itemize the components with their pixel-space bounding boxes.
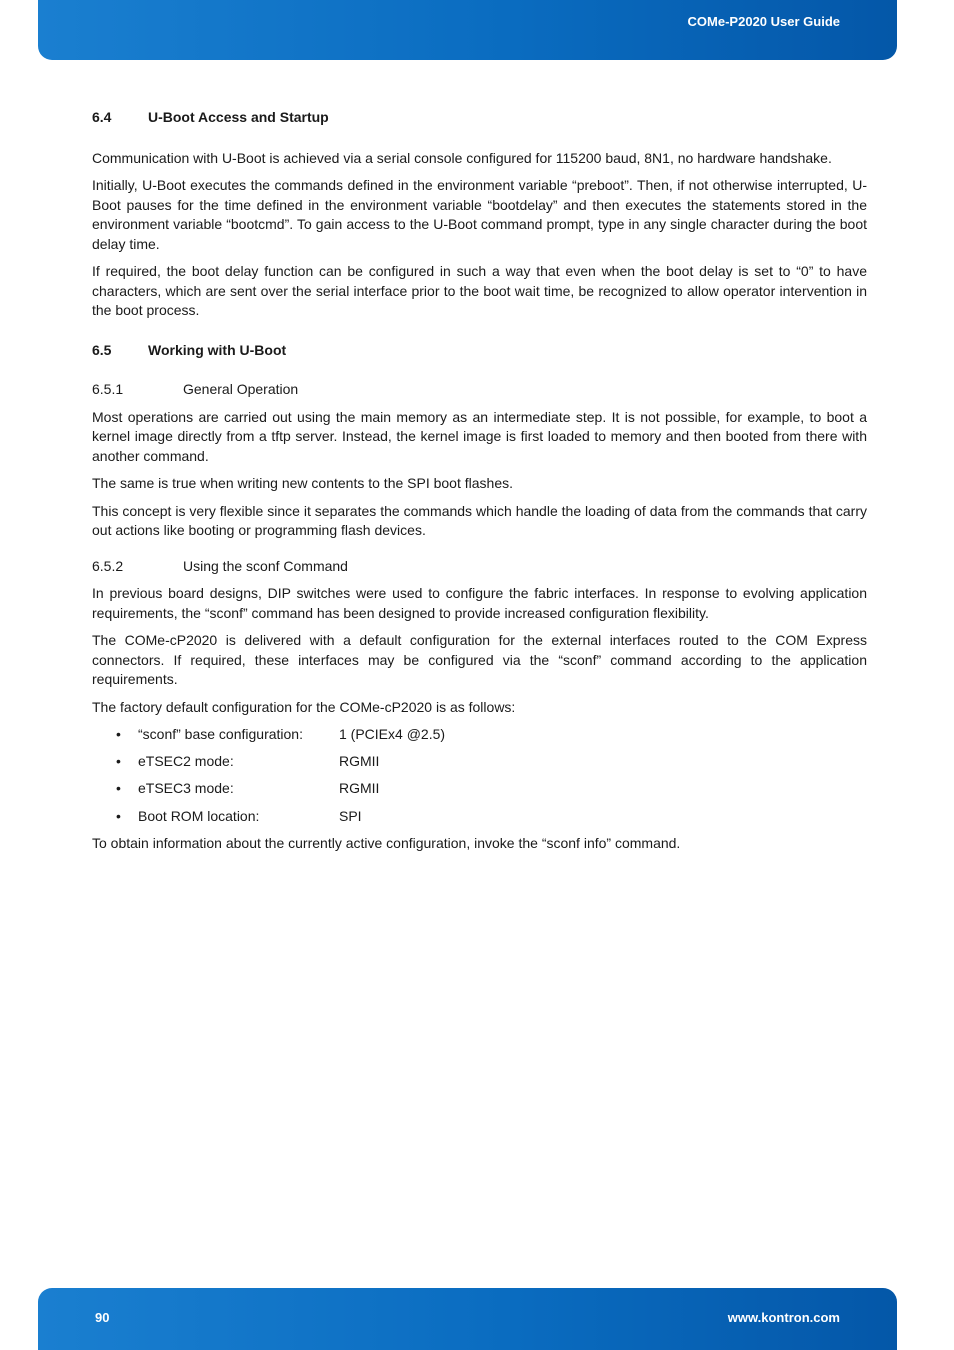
- document-title: COMe-P2020 User Guide: [687, 14, 840, 29]
- website-url: www.kontron.com: [727, 1310, 840, 1325]
- section-title: Working with U-Boot: [148, 341, 287, 358]
- section-heading-6-5: [92, 341, 867, 361]
- config-value: RGMII: [339, 780, 380, 797]
- list-item: [92, 779, 867, 799]
- paragraph: The same is true when writing new contents to the SPI boot flashes.: [92, 475, 513, 491]
- subsection-heading-6-5-1: [92, 380, 867, 400]
- paragraph: Communication with U-Boot is achieved via a serial console configured for 115200 baud, 8N1, no hardware handshake.: [92, 149, 832, 166]
- paragraph: Initially, U-Boot executes the commands defined in the environment variable “preboot”. Then, if not otherwise interrupted, U-Boot pauses for the time defined in the environment variable “bootdelay” and then executes the statements stored in the environment variable “bootcmd”. To gain access to the U-Boot command prompt, type in any single character during the boot delay time.: [92, 177, 867, 252]
- list-item: [92, 752, 867, 772]
- section-heading-6-4: [92, 108, 867, 128]
- page-content: [92, 108, 867, 862]
- section-title: U-Boot Access and Startup: [148, 109, 329, 125]
- bullet-icon: •: [116, 780, 121, 797]
- page-header: [38, 0, 897, 60]
- subsection-number: 6.5.1: [92, 381, 124, 397]
- bullet-icon: •: [116, 753, 121, 770]
- paragraph: If required, the boot delay function can be configured in such a way that even when the boot delay is set to “0” to have characters, which are sent over the serial interface prior to the boot wait time, be recognized to allow operator intervention in the boot process.: [92, 263, 867, 318]
- paragraph: The COMe-cP2020 is delivered with a default configuration for the external interfaces routed to the COM Express connectors. If required, these interfaces may be configured via the “sconf” command according to the application requirements.: [92, 632, 867, 687]
- bullet-icon: •: [116, 726, 121, 742]
- config-value: RGMII: [339, 753, 380, 770]
- section-number: 6.5: [92, 341, 112, 358]
- subsection-number: 6.5.2: [92, 557, 124, 574]
- paragraph: In previous board designs, DIP switches were used to configure the fabric interfaces. In response to evolving application requirements, the “sconf” command has been designed to provide increased configuration flexibility.: [92, 585, 867, 621]
- subsection-heading-6-5-2: [92, 557, 867, 577]
- config-value: 1 (PCIEx4 @2.5): [339, 726, 446, 742]
- subsection-title: General Operation: [183, 381, 299, 397]
- paragraph: Most operations are carried out using the main memory as an intermediate step. It is not possible, for example, to boot a kernel image directly from a tftp server. Instead, the kernel image is first loaded to memory and then booted from there with another command.: [92, 408, 867, 464]
- paragraph: The factory default configuration for the COMe-cP2020 is as follows:: [92, 698, 516, 715]
- bullet-icon: •: [116, 807, 121, 824]
- section-number: 6.4: [92, 109, 112, 125]
- config-list: [92, 725, 867, 826]
- subsection-title: Using the sconf Command: [183, 557, 348, 574]
- page-footer: [38, 1288, 897, 1350]
- page-number: 90: [95, 1310, 110, 1325]
- list-item: [92, 725, 867, 745]
- config-value: SPI: [339, 807, 362, 824]
- list-item: [92, 807, 867, 827]
- config-key: eTSEC2 mode:: [138, 753, 234, 770]
- config-key: Boot ROM location:: [138, 807, 260, 824]
- paragraph: To obtain information about the currently active configuration, invoke the “sconf info” command.: [92, 835, 681, 852]
- config-key: eTSEC3 mode:: [138, 780, 234, 797]
- paragraph: This concept is very flexible since it separates the commands which handle the loading of data from the commands that carry out actions like booting or programming flash devices.: [92, 502, 867, 538]
- config-key: “sconf” base configuration:: [138, 726, 303, 742]
